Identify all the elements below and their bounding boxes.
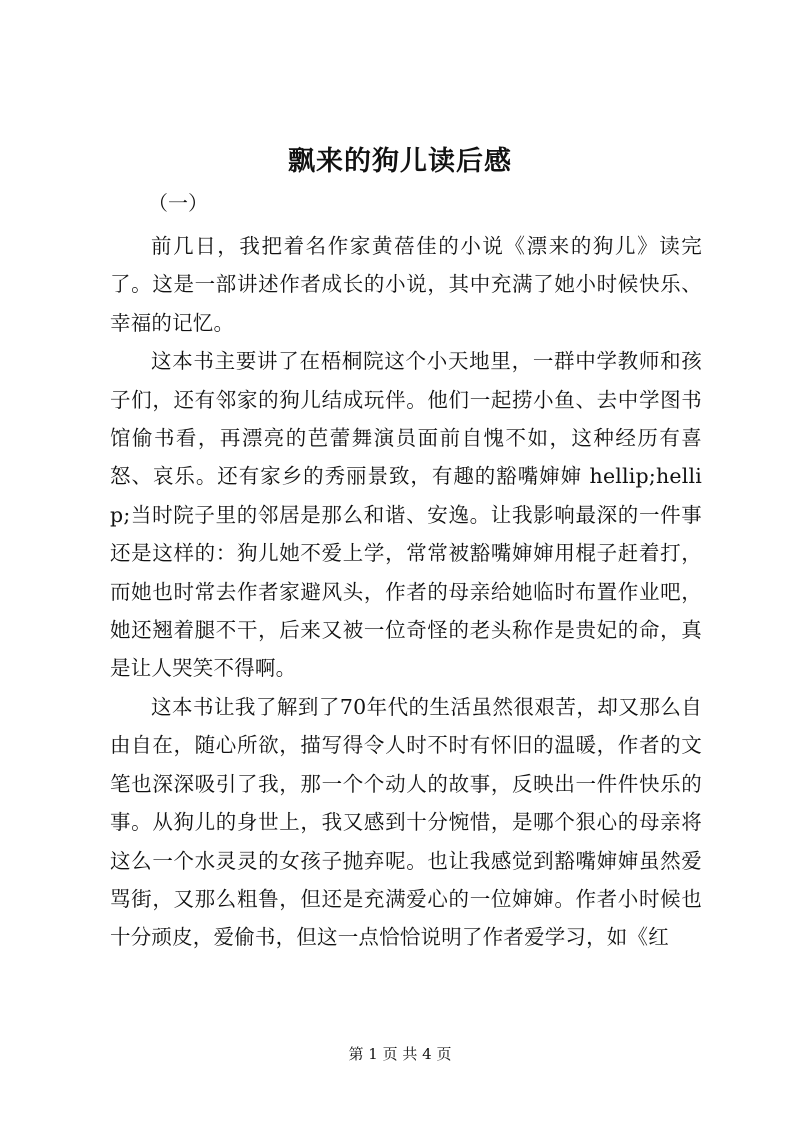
- document-title: 飘来的狗儿读后感: [288, 146, 512, 177]
- page-footer: 第 1 页 共 4 页: [348, 1045, 452, 1063]
- paragraph-3: 这本书让我了解到了70年代的生活虽然很艰苦，却又那么自由自在，随心所欲，描写得令人时不时有怀旧的温暖，作者的文笔也深深吸引了我，那一个个动人的故事，反映出一件件快乐的事。从狗儿的身世上，我又感到十分惋惜，是哪个狠心的母亲将这么一个水灵灵的女孩子抛弃呢。也让我感觉到豁嘴婶婶虽然爱骂街，又那么粗鲁，但还是充满爱心的一位婶婶。作者小时候也十分顽皮，爱偷书，但这一点恰恰说明了作者爱学习，如《红: [110, 694, 702, 950]
- paragraph-2: 这本书主要讲了在梧桐院这个小天地里，一群中学教师和孩子们，还有邻家的狗儿结成玩伴。他们一起捞小鱼、去中学图书馆偷书看，再漂亮的芭蕾舞演员面前自愧不如，这种经历有喜怒、哀乐。还有家乡的秀丽景致，有趣的豁嘴婶婶 hellip;hellip;当时院子里的邻居是那么和谐、安逸。让我影响最深的一件事还是这样的：狗儿她不爱上学，常常被豁嘴婶婶用棍子赶着打，而她也时常去作者家避风头，作者的母亲给她临时布置作业吧，她还翘着腿不干，后来又被一位奇怪的老头称作是贵妃的命，真是让人哭笑不得啊。: [110, 349, 702, 681]
- section-label: （一）: [148, 191, 208, 215]
- document-body: [110, 227, 702, 957]
- paragraph-1: 前几日，我把着名作家黄蓓佳的小说《漂来的狗儿》读完了。这是一部讲述作者成长的小说，其中充满了她小时候快乐、幸福的记忆。: [110, 234, 702, 335]
